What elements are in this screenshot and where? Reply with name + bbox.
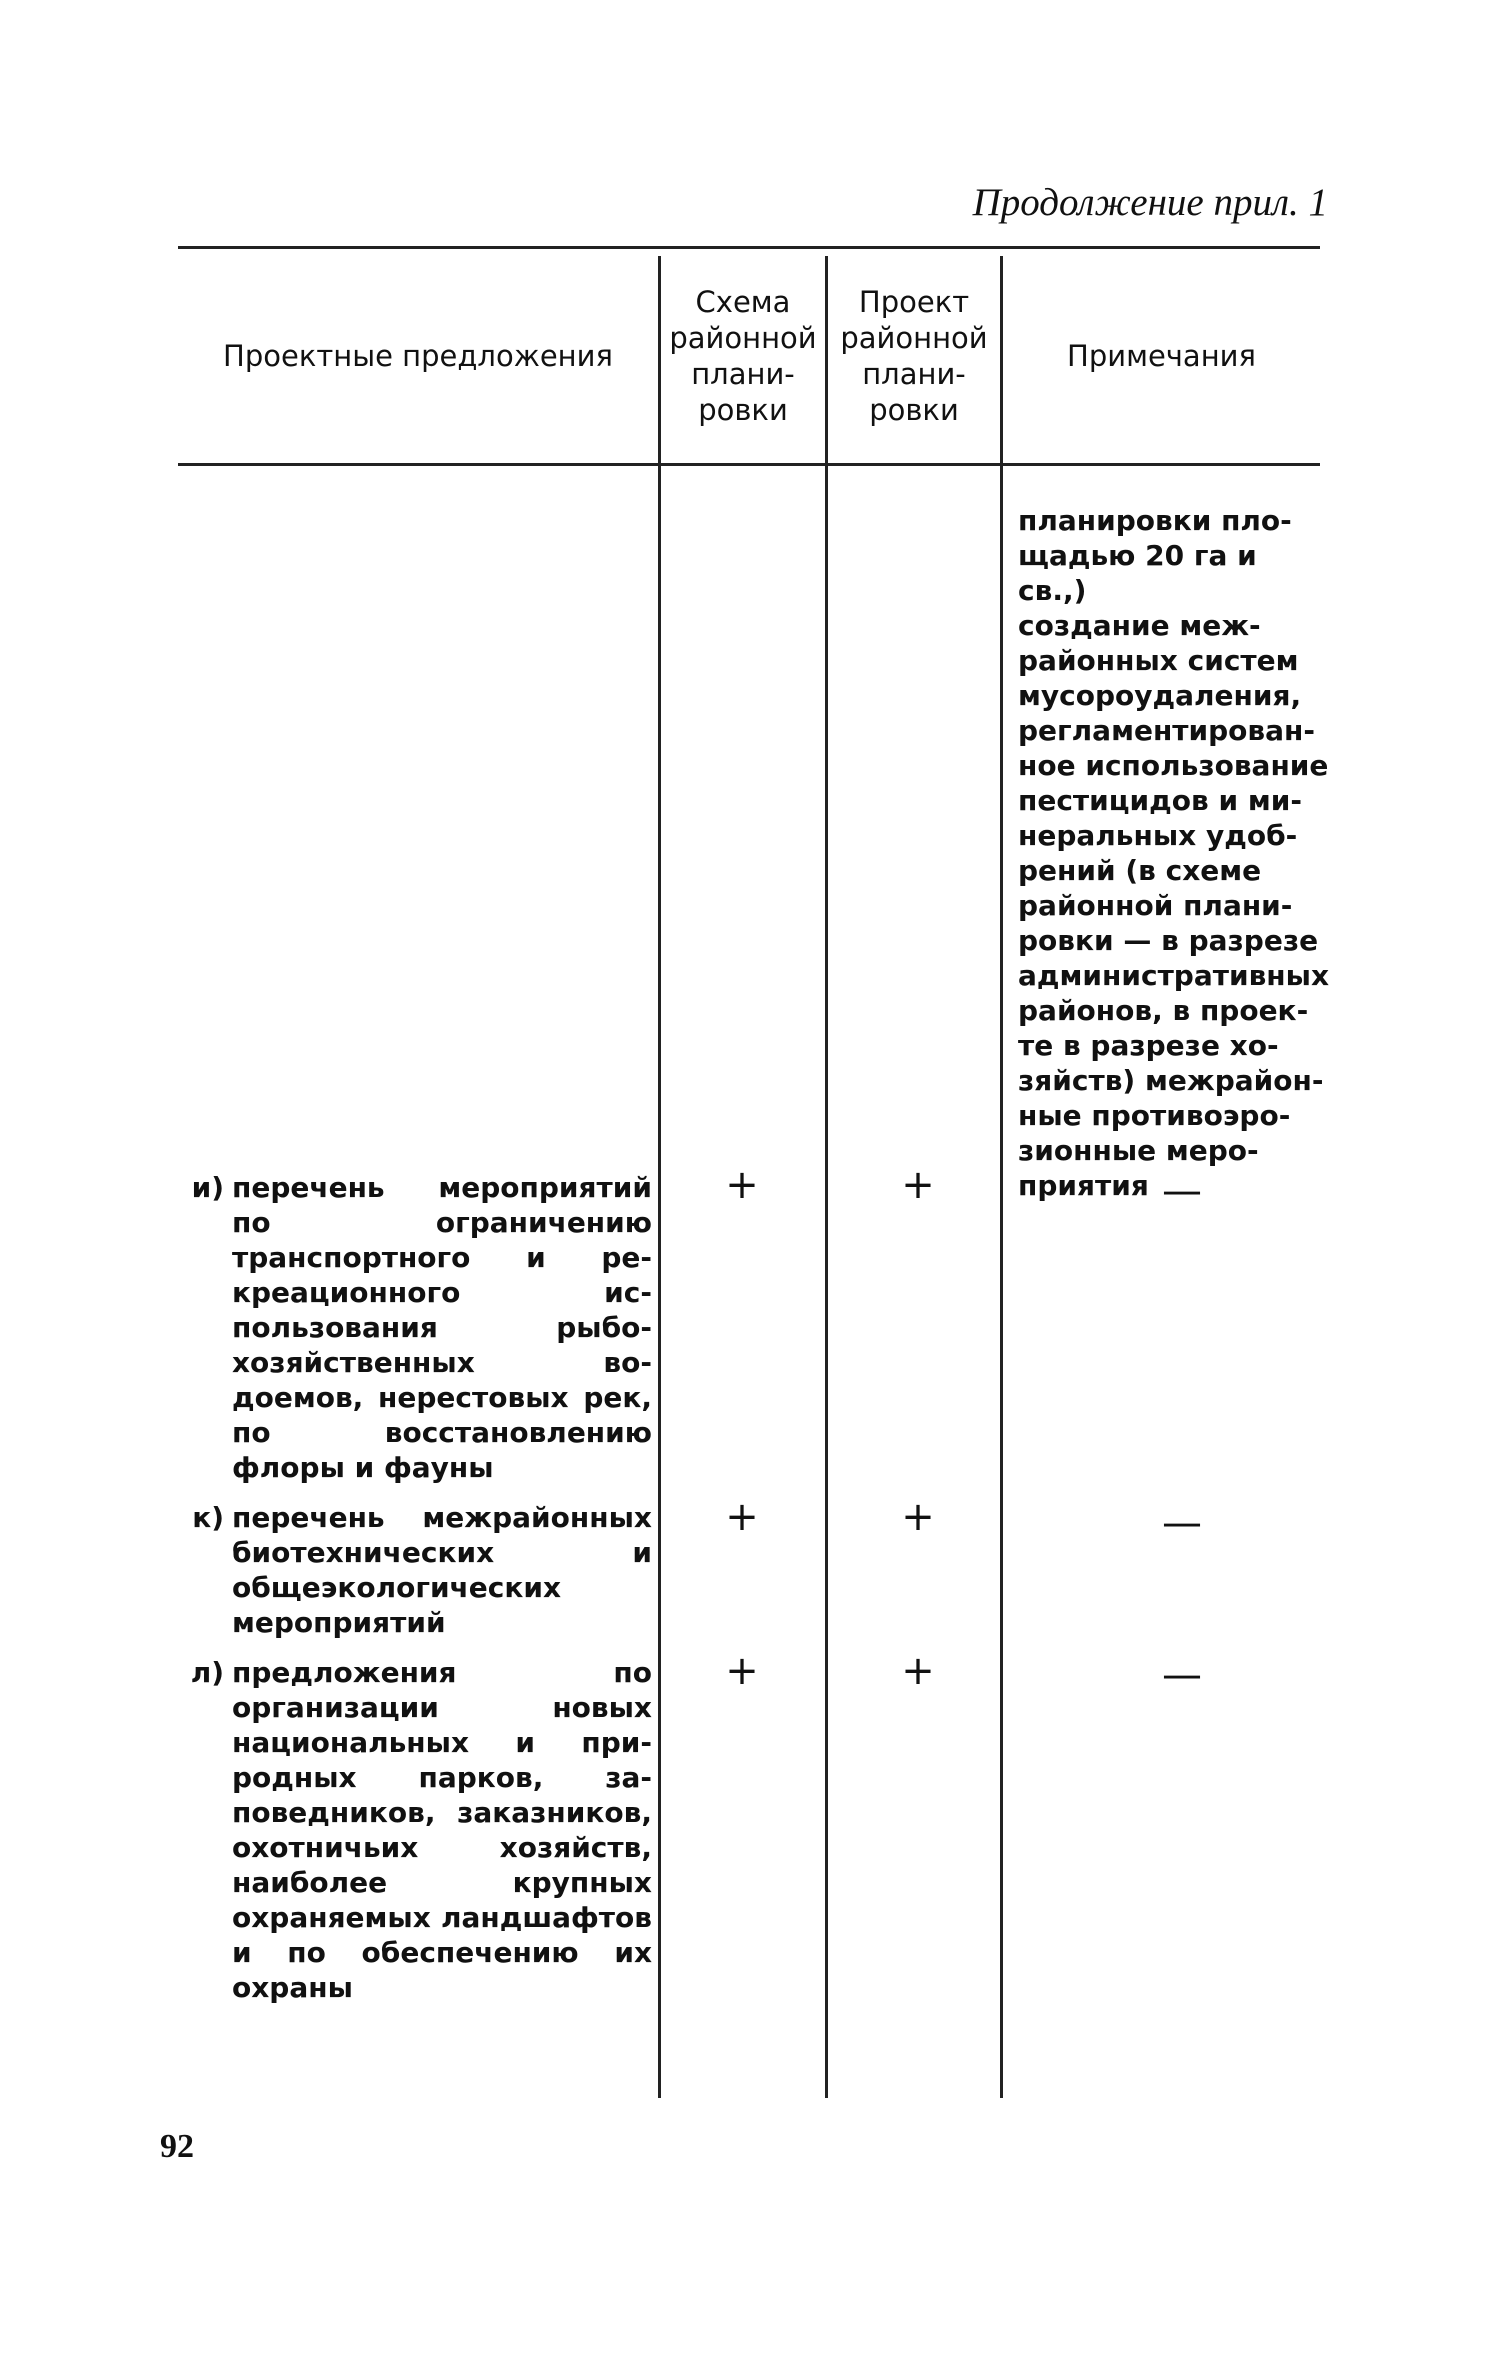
table-row (192, 1500, 652, 1640)
header-proposals: Проектные предложения (223, 339, 613, 373)
table-row (190, 1655, 652, 2005)
header-scheme: Схема районной плани- ровки (669, 285, 817, 427)
header-bottom-rule (178, 463, 1320, 466)
column-divider-1 (658, 256, 661, 2098)
scheme-mark: + (725, 1648, 759, 1694)
row-label: к) (192, 1501, 224, 1534)
project-mark: + (901, 1162, 935, 1208)
table-row (191, 1170, 652, 1485)
column-divider-3 (1000, 256, 1003, 2098)
row-text: перечень межрайонных биотехнических и общеэкологических мероприятий (232, 1501, 652, 1639)
row-label: и) (191, 1171, 224, 1204)
header-notes: Примечания (1067, 339, 1256, 373)
row-label: л) (190, 1656, 224, 1689)
scheme-mark: + (725, 1162, 759, 1208)
header-project: Проект районной плани- ровки (840, 285, 988, 427)
note-mark: — (1162, 1500, 1202, 1546)
note-mark: — (1162, 1168, 1202, 1214)
project-mark: + (901, 1648, 935, 1694)
continued-note: планировки пло- щадью 20 га и св.,) создание меж- районных систем мусороудаления, регламентирован- ное использование пестицидов и ми- неральных удоб- рений (в схеме районной плани- ровки — в разрезе административных районов, в проек- те в разрезе хо- зяйств) межрайон- ные противоэро- зионные меро- приятия (1018, 504, 1330, 1202)
page-number: 92 (160, 2128, 194, 2165)
row-text: предложения по организации новых национальных и природных парков, заповедников, заказников, охотничьих хозяйств, наиболее крупных охраняемых ландшафтов и по обеспечению их охраны (232, 1656, 652, 2004)
row-text: перечень мероприятий по ограничению транспортного и рекреационного использования рыбохозяйственных водоемов, нерестовых рек, по восстановлению флоры и фауны (232, 1171, 652, 1484)
project-mark: + (901, 1494, 935, 1540)
column-divider-2 (825, 256, 828, 2098)
scheme-mark: + (725, 1494, 759, 1540)
continuation-caption: Продолжение прил. 1 (972, 181, 1328, 224)
table-top-rule (178, 246, 1320, 249)
note-mark: — (1162, 1652, 1202, 1698)
